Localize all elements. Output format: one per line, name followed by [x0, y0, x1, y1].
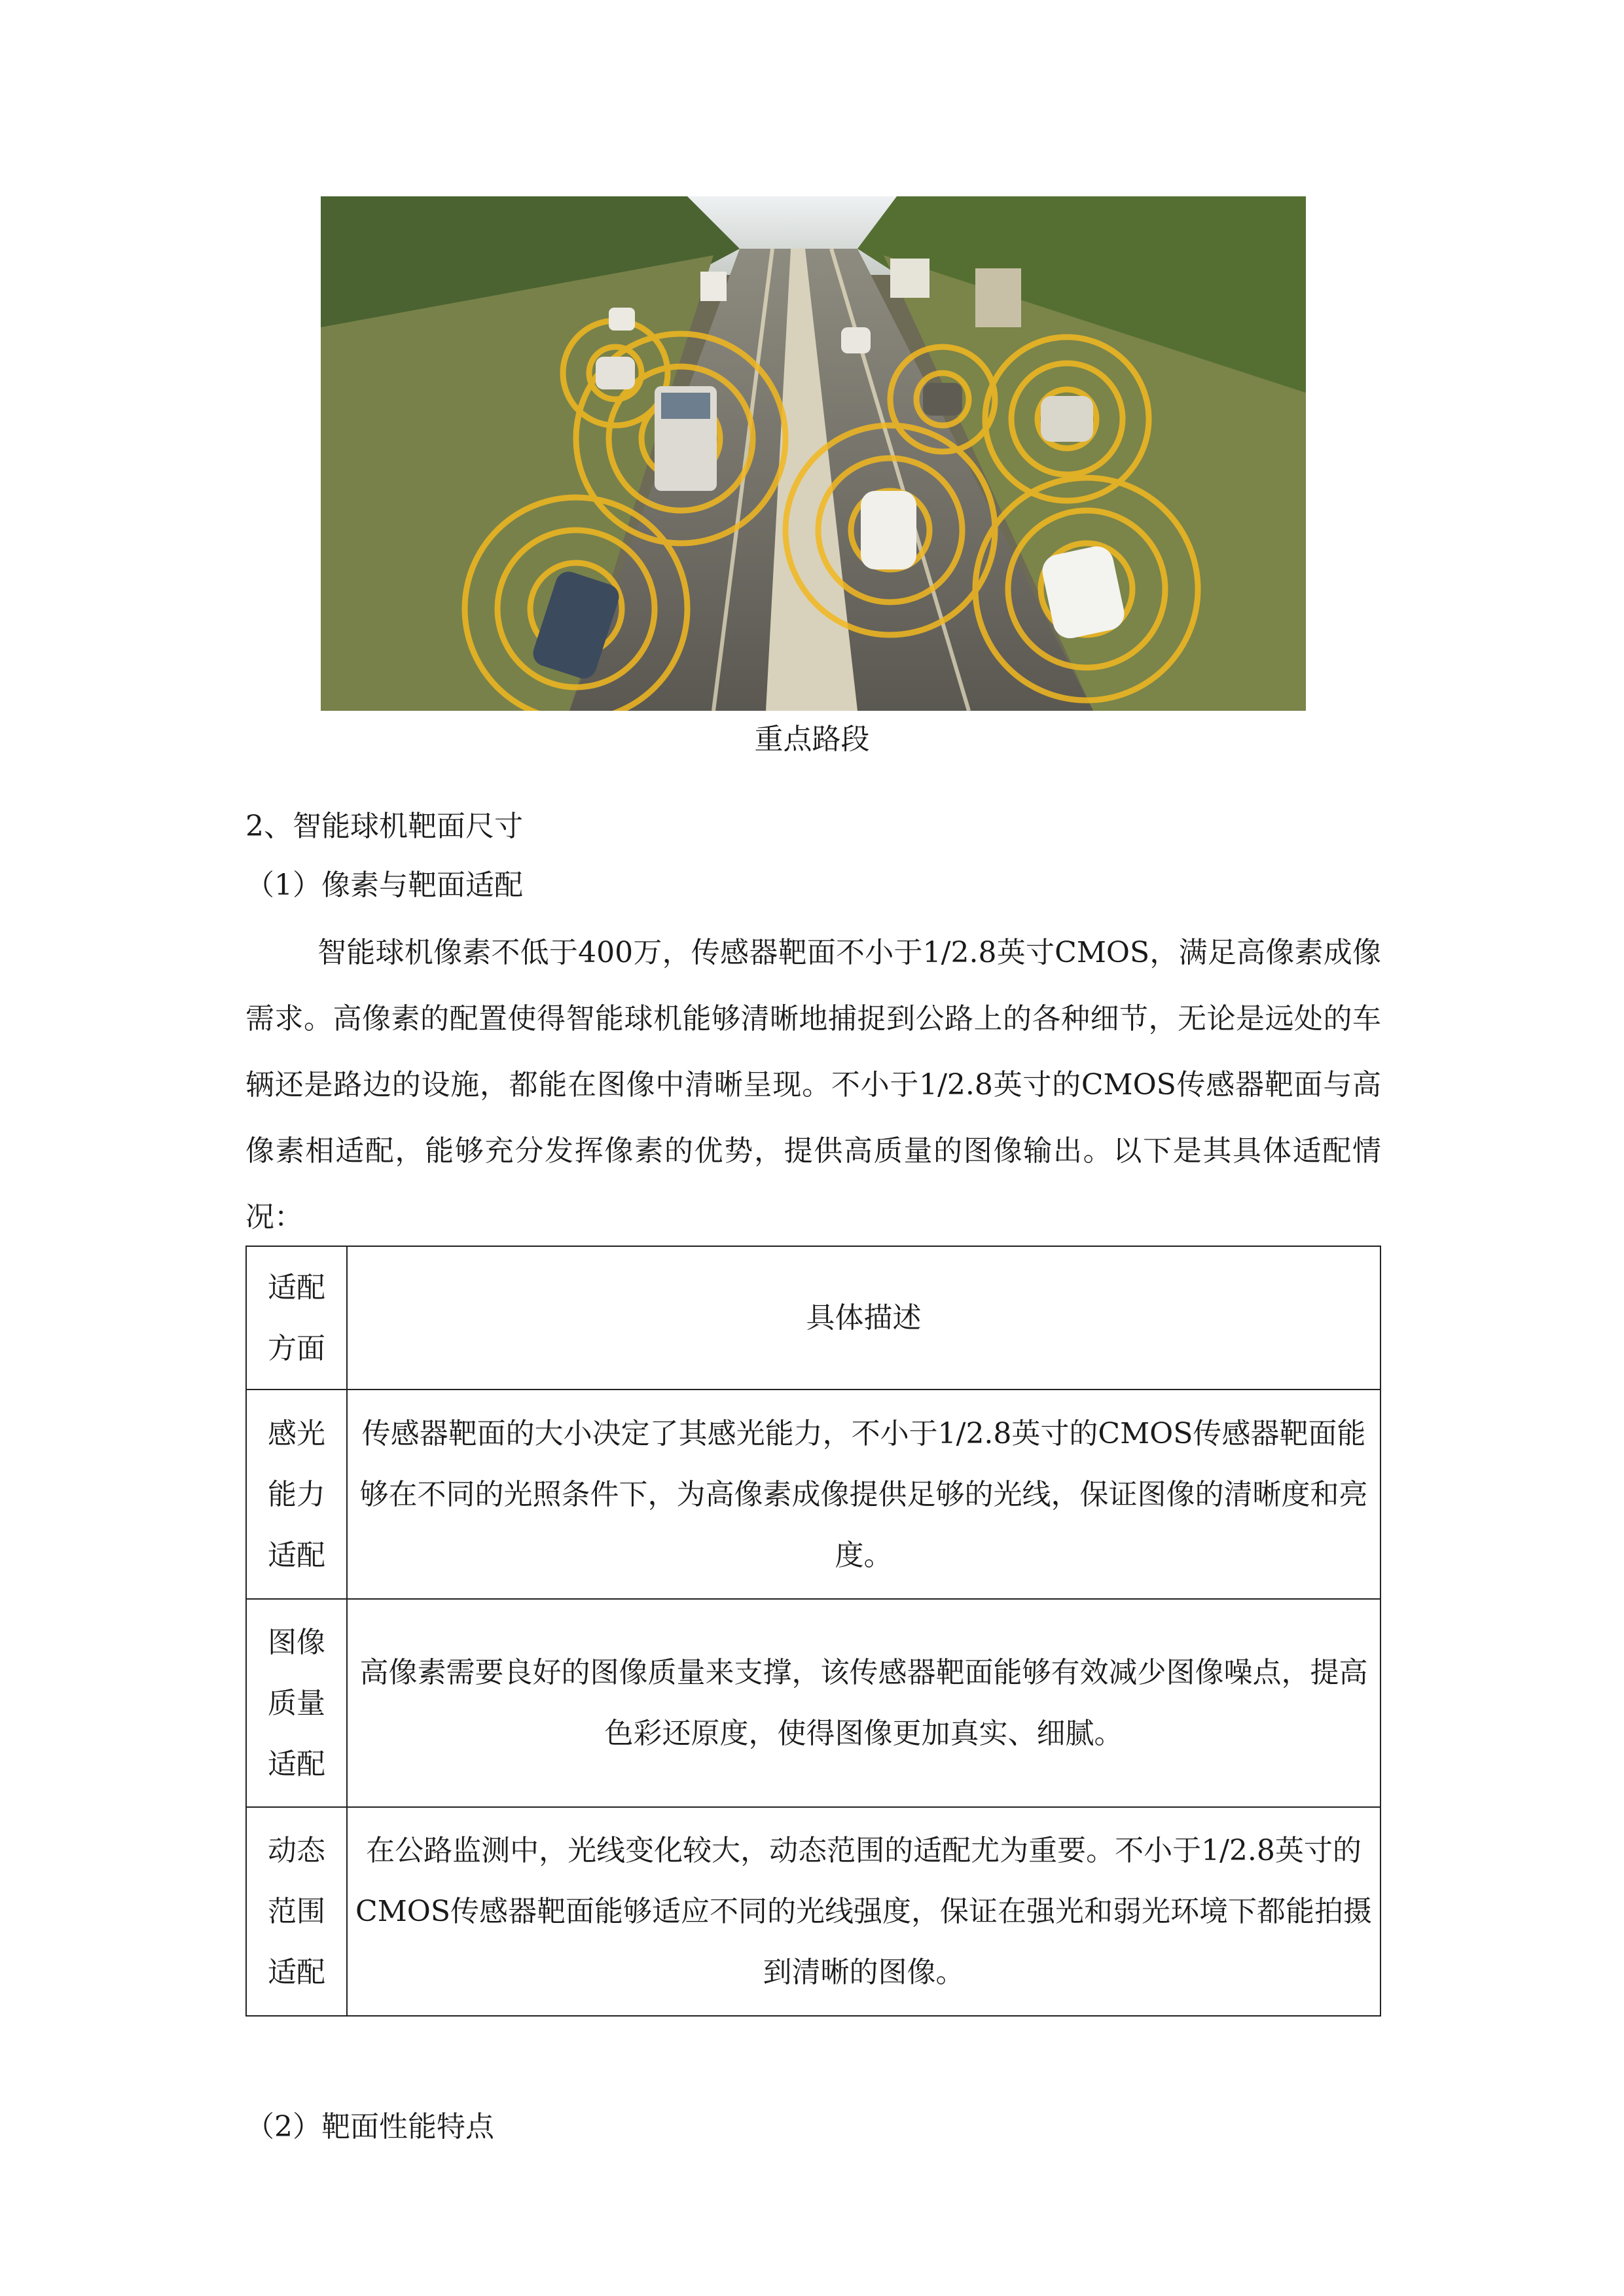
table-cell-aspect: 图像质量适配: [246, 1599, 347, 1807]
adaptation-table: [245, 1246, 1381, 2017]
table-header-row: [246, 1246, 1380, 1390]
subheading-pixel-target-fit: （1）像素与靶面适配: [245, 869, 523, 902]
highway-photo: [321, 196, 1306, 711]
table-cell-description: 在公路监测中，光线变化较大，动态范围的适配尤为重要。不小于1/2.8英寸的CMOS传感器靶面能够适应不同的光线强度，保证在强光和弱光环境下都能拍摄到清晰的图像。: [347, 1807, 1380, 2016]
table-header-aspect: 适配方面: [246, 1246, 347, 1390]
table-row: [246, 1599, 1380, 1807]
section-heading: 2、智能球机靶面尺寸: [245, 810, 523, 843]
highway-illustration: [321, 196, 1306, 711]
table-header-description: 具体描述: [347, 1246, 1380, 1390]
table-row: [246, 1390, 1380, 1599]
table-cell-aspect: 感光能力适配: [246, 1390, 347, 1599]
table-cell-aspect: 动态范围适配: [246, 1807, 347, 2016]
figure-caption: 重点路段: [754, 723, 870, 756]
table-cell-description: 传感器靶面的大小决定了其感光能力，不小于1/2.8英寸的CMOS传感器靶面能够在不同的光照条件下，为高像素成像提供足够的光线，保证图像的清晰度和亮度。: [347, 1390, 1380, 1599]
body-paragraph: 智能球机像素不低于400万，传感器靶面不小于1/2.8英寸CMOS，满足高像素成像需求。高像素的配置使得智能球机能够清晰地捕捉到公路上的各种细节，无论是远处的车辆还是路边的设施，都能在图像中清晰呈现。不小于1/2.8英寸的CMOS传感器靶面与高像素相适配，能够充分发挥像素的优势，提供高质量的图像输出。以下是其具体适配情况：: [245, 936, 1381, 1234]
table-row: [246, 1807, 1380, 2016]
subheading-target-performance: （2）靶面性能特点: [245, 2110, 494, 2144]
table-cell-description: 高像素需要良好的图像质量来支撑，该传感器靶面能够有效减少图像噪点，提高色彩还原度，使得图像更加真实、细腻。: [347, 1599, 1380, 1807]
